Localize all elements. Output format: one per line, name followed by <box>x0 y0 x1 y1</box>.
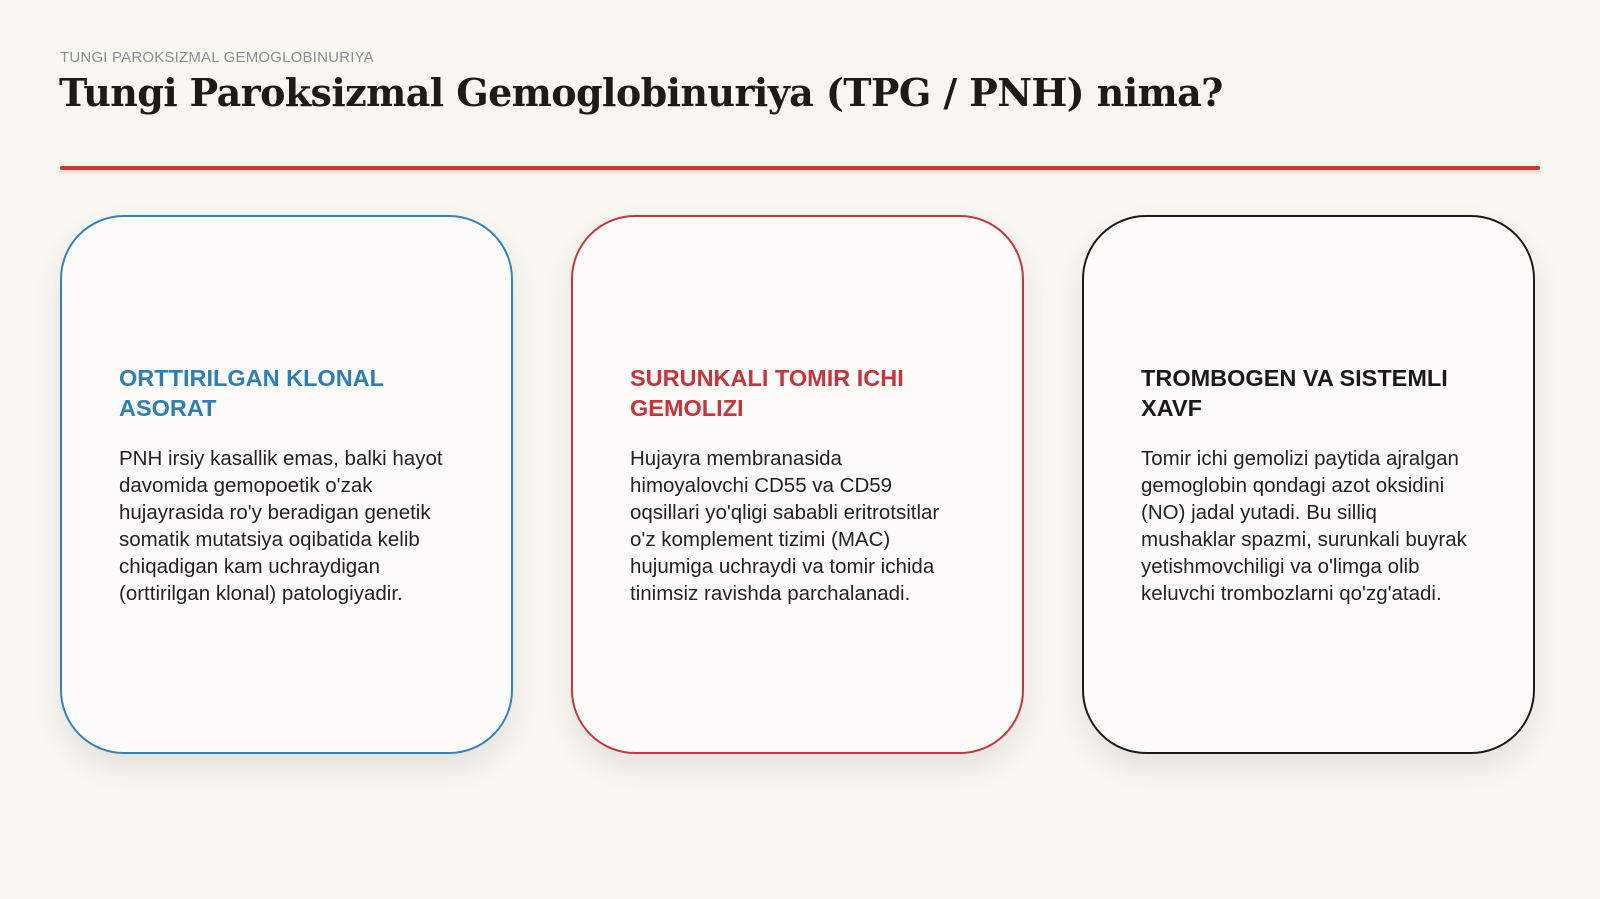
card-heading: ORTTIRILGAN KLONAL ASORAT <box>119 364 384 421</box>
card-heading: SURUNKALI TOMIR ICHI GEMOLIZI <box>630 364 904 421</box>
card-heading: TROMBOGEN VA SISTEMLI XAVF <box>1141 364 1448 421</box>
card-thrombogenic-risk <box>1082 215 1535 754</box>
page-title: Tungi Paroksizmal Gemoglobinuriya (TPG / PNH) nima? <box>59 70 1223 115</box>
card-body: Tomir ichi gemolizi paytida ajralgan gemoglobin qondagi azot oksidini (NO) jadal yutadi. Bu silliq mushaklar spazmi, surunkali buyrak yetishmovchiligi va o'limga olib keluvchi trombozlarni qo'zg'atadi. <box>1141 446 1467 605</box>
card-body: Hujayra membranasida himoyalovchi CD55 va CD59 oqsillari yo'qligi sababli eritrotsitlar o'z komplement tizimi (MAC) hujumiga uchraydi va tomir ichida tinimsiz ravishda parchalanadi. <box>630 446 940 605</box>
card-body: PNH irsiy kasallik emas, balki hayot davomida gemopoetik o'zak hujayrasida ro'y beradigan genetik somatik mutatsiya oqibatida kelib chiqadigan kam uchraydigan (orttirilgan klonal) patologiyadir. <box>119 446 443 605</box>
title-divider <box>60 166 1540 170</box>
card-chronic-hemolysis <box>571 215 1024 754</box>
card-acquired-clonal <box>60 215 513 754</box>
section-eyebrow: TUNGI PAROKSIZMAL GEMOGLOBINURIYA <box>60 49 374 66</box>
